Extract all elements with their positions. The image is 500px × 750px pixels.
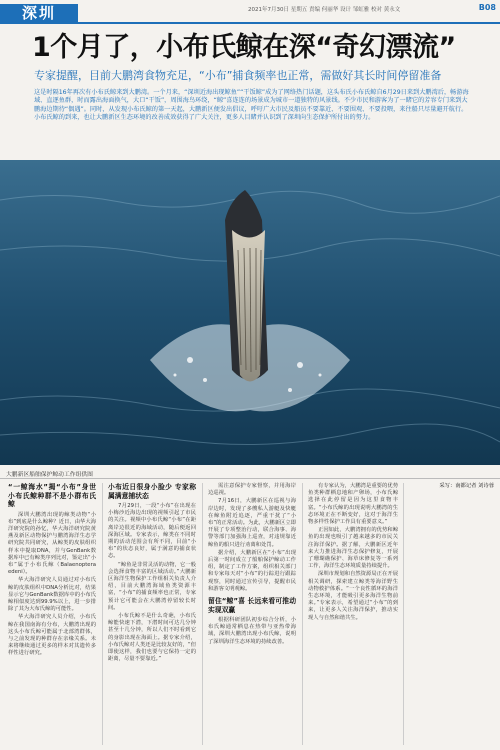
column-1-heading: “一鲸海水”揭“小布”身世 小布氏鲸种群不是小群布氏鲸 xyxy=(8,483,96,508)
date-line: 2021年7月30日 星期五 責编 何丽华 设计 邹虹雅 校对 黄永文 xyxy=(248,7,401,13)
column-divider xyxy=(102,483,103,745)
header-rule xyxy=(0,22,500,24)
headline: 1个月了，小布氏鲸在深“奇幻漂流” xyxy=(32,32,456,63)
column-2 xyxy=(108,483,196,664)
column-3-heading: 留住“鲸”喜 长远来看可推动实现双赢 xyxy=(208,597,296,614)
column-3-paragraph: 需注意保护专家督察，并用海岸边巡视。 xyxy=(208,483,296,497)
byline: 采写：南都记者 刘诗蓉 xyxy=(439,483,494,489)
section-divider xyxy=(0,478,500,479)
column-3-paragraph: 根据科研团队初步综合分析，小布氏鲸通常栖息在热带与亚热带海域，深圳大鹏湾出现小布氏鲸，说明了深圳海洋生态环境的持续改善。 xyxy=(208,617,296,645)
photo-caption: 大鹏新区船舶保护鲸动工作组供图 xyxy=(6,472,93,478)
column-4-paragraph: 正因如此，大鹏湾拥有的优势和鲸鱼的出现也吸引了越来越多的市民关注海洋保护。据了解，大鹏新区近年来大力推进海洋生态保护修复，开展了珊瑚礁保护、海草床修复等一系列工作，海洋生态环境质量持续提升。 xyxy=(308,527,398,570)
column-5 xyxy=(408,483,494,491)
column-2-heading: 小布近日很身小脸少 专家称属满意捕状态 xyxy=(108,483,196,500)
whale-photo-illustration xyxy=(0,160,500,465)
column-1 xyxy=(8,483,96,659)
column-2-paragraph: 7月29日，一段“小布”在出现在小梅沙近海边出现的视频引起了市民的关注。视频中小布氏鲸“小布”在距离岸边很近的海域活动，随后便返回深海区域。专家表示，鲸类在不同时期的活动范围会有所不同，目前“小布”的状态良好，属于满意的捕食状态。 xyxy=(108,503,196,560)
column-2-paragraph: “鲸鱼是非常灵活的动物，它一般会选择食物丰富的区域活动。”大鹏新区海洋生物保护工作组相关负责人介绍，目前大鹏湾海域鱼类资源丰富，“小布”的捕食频率也正常，专家预计它可能会在大鹏湾停留较长时间。 xyxy=(108,561,196,611)
column-4-paragraph: 深圳市规划和自然资源局正在开展相关调研，探索建立鲸类等海洋野生动物救护体系。“一个良性循环的海洋生态环境，才能吸引更多海洋生物前来。”专家表示，希望通过“小布”的到来，让更多人关注海洋保护，推动实现人与自然和谐共生。 xyxy=(308,571,398,621)
page-number: B08 xyxy=(478,3,496,12)
column-1-paragraph: 深圳大鹏湾出现的鲸类动物“小布”到底是什么鲸种？近日，由华大海洋研究院的孙忆，华大海洋研究院黄燕及新区动物保护与鹏湾海洋生态学研究院共同研究，从鲸类的皮肤组织样本中提取DNA，并与GenBank数据库中已有鲸类序列比对，鉴定出“小布”属于小布氏鲸（Balaenoptera edeni）。 xyxy=(8,511,96,576)
column-divider xyxy=(403,483,404,745)
subheadline: 专家提醒，目前大鹏湾食物充足，“小布”捕食频率也正常，需做好其长时间停留准备 xyxy=(34,69,442,82)
column-divider xyxy=(202,483,203,745)
column-2-paragraph: 小布氏鲸不是什么奇葩，小布氏鲸能快速下潜，下潜时间可达几分钟甚至十几分钟，所以人们不时看到它的身影出现在海面上。据专家介绍，小布氏鲸对人类还是比较友好的，“但即使这样，我们也要与它保持一定的距离，尽量不要靠近。” xyxy=(108,613,196,663)
column-1-paragraph: 华大海洋研究人员通过对小布氏鲸的皮肤组织中DNA分析比对，结果显示它与GenBank数据库中的小布氏鲸相似度达到99.9%以上，进一步排除了其为大布氏鲸的可能性。 xyxy=(8,577,96,613)
whale-photo xyxy=(0,160,500,465)
column-divider xyxy=(302,483,303,745)
column-4 xyxy=(308,483,398,623)
column-3-paragraph: 据介绍，大鹏新区在“小布”出现后第一时间成立了船舶保护鲸动工作组，制定了工作方案，组织相关部门和专家每天对“小布”的行踪进行跟踪观察，同时通过宣传引导，提醒市民和游客文明观鲸。 xyxy=(208,549,296,592)
section-tag: 深圳 xyxy=(0,4,78,22)
column-3-paragraph: 7月16日，大鹏新区在巡视与海岸边时，发现了多艘私人游艇及快艇在鲸鱼附近追逐，严重干扰了“小布”的正常活动。为此，大鹏新区立即开展了专项整治行动，联合海事、海警等部门加强海上巡查，对违规靠近鲸鱼的船只进行劝离和处罚。 xyxy=(208,498,296,548)
lede-paragraph: 这是时隔16年再次有小布氏鲸来到大鹏湾。一个月来，“深圳近海出现鲸鱼”“干饭鲸”成为了网络热门话题，这头布氏小布氏鲸自6月29日来到大鹏湾后，畅游海域、直逐鱼群，时而露出海面换气，大口“干饭”，周围海鸟环绕，“鲸”喜连连的场景成为城市一道独特的风景线。不少市民和游客为了一睹它的芳容专门来到大鹏海边期待“偶遇”。同时，从发现小布氏鲸的第一天起，大鹏新区便发出倡议，呼吁广大市民及船员不要靠近、不要围观、不要投喂，来往船只尽量避开航行。小布氏鲸的到来，也让大鹏新区生态环境的改善成效获得了广大关注，更多人目睹并认识到了深圳向生态保护所付出的努力。 xyxy=(34,89,469,121)
page-header xyxy=(0,0,500,22)
column-1-paragraph: 华大海洋研究人员介绍，小布氏鲸在我国南海有分布，大鹏湾出现的这头小布氏鲸可能属于北部湾群体，与之前发现的种群存在亲缘关系。未来将继续通过更多的样本对其遗传多样性进行研究。 xyxy=(8,614,96,657)
column-3 xyxy=(208,483,296,647)
column-4-paragraph: 有专家认为，大鹏湾是重要的优势鱼类种群栖息地和产卵场，小布氏鲸选择在此停留是因为这里食物丰富。“小布氏鲸的出现说明大鹏湾的生态环境正在不断变好，这对于海洋生物多样性保护工作具有重要意义。” xyxy=(308,483,398,526)
